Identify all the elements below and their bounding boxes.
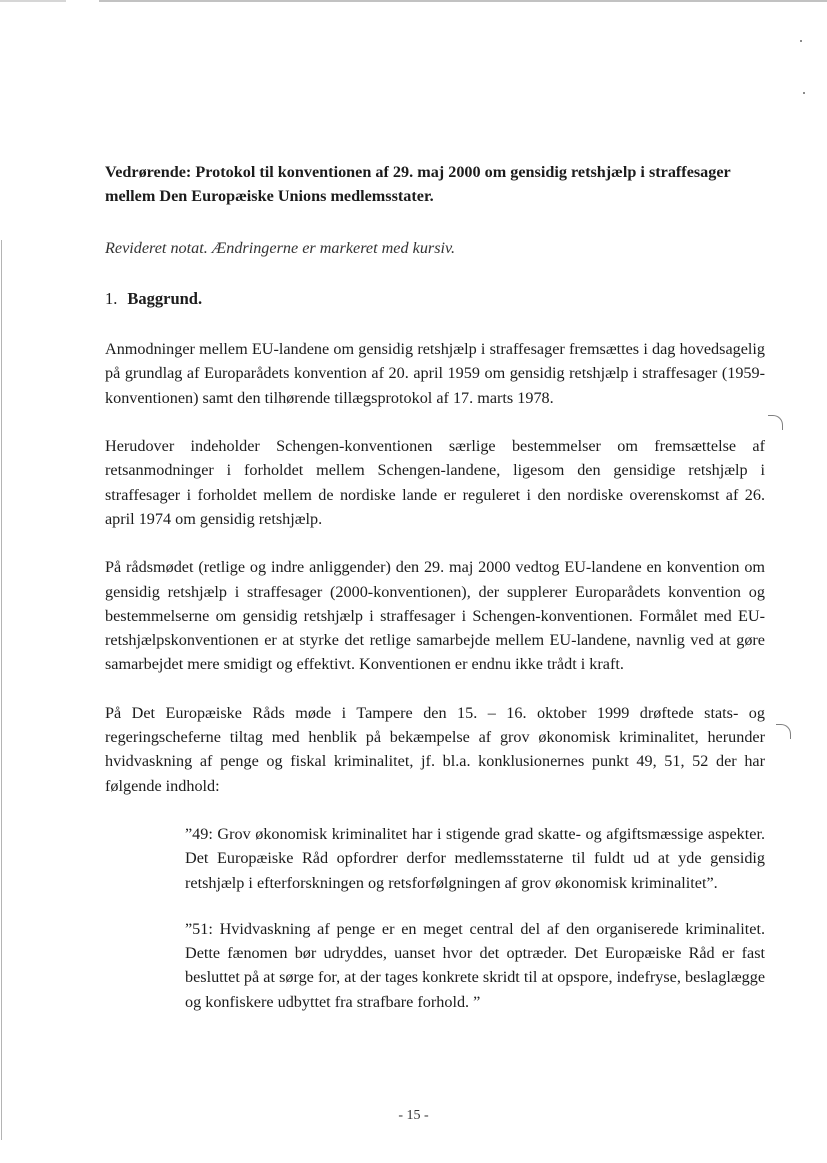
scan-speck	[803, 92, 805, 94]
scan-left-edge	[1, 240, 2, 1140]
scan-speck	[800, 40, 802, 42]
paragraph: På rådsmødet (retlige og indre anliggender) den 29. maj 2000 vedtog EU-landene en konvention om gensidig retshjælp i straffesager (2000-konventionen), der supplerer Europarådets konvention og bestemmelserne om gensidig retshjælp i straffesager i Schengen-konventionen. Formålet med EU-retshjælpskonventionen er at styrke det retlige samarbejde mellem EU-landene, navnlig ved at gøre samarbejdet mere smidigt og effektivt. Konventionen er endnu ikke trådt i kraft.	[105, 558, 765, 674]
punch-hole-mark	[776, 724, 791, 739]
scan-top-edge	[0, 0, 827, 2]
paragraph: Anmodninger mellem EU-landene om gensidig retshjælp i straffesager fremsættes i dag hovedsagelig på grundlag af Europarådets konvention af 20. april 1959 om gensidig retshjælp i straffesager (1959-konventionen) samt den tilhørende tillægsprotokol af 17. marts 1978.	[105, 340, 765, 407]
section-number: 1.	[105, 288, 118, 308]
section-title: Baggrund.	[127, 288, 203, 308]
document-body	[105, 160, 765, 1036]
paragraph: Herudover indeholder Schengen-konventionen særlige bestemmelser om fremsættelse af retsanmodninger i forholdet mellem Schengen-landene, ligesom den gensidige retshjælp i straffesager i forholdet mellem de nordiske lande er reguleret i den nordiske overenskomst af 26. april 1974 om gensidig retshjælp.	[105, 437, 765, 528]
section-heading	[105, 287, 765, 311]
punch-hole-mark	[768, 415, 783, 430]
revision-note: Revideret notat. Ændringerne er markeret med kursiv.	[105, 238, 456, 257]
block-quote: ”51: Hvidvaskning af penge er en meget central del af den organiserede kriminalitet. Dette fænomen bør udryddes, uanset hvor det optræder. Det Europæiske Råd er fast besluttet på at sørge for, at der tages konkrete skridt til at opspore, indefryse, beslaglægge og konfiskere udbyttet fra strafbare forhold. ”	[185, 919, 765, 1011]
block-quote: ”49: Grov økonomisk kriminalitet har i stigende grad skatte- og afgiftsmæssige aspekter. Det Europæiske Råd opfordrer derfor medlemsstaterne til fuldt ud at yde gensidig retshjælp i efterforskningen og retsforfølgningen af grov økonomisk kriminalitet”.	[185, 824, 765, 892]
paragraph: På Det Europæiske Råds møde i Tampere den 15. – 16. oktober 1999 drøftede stats- og regeringscheferne tiltag med henblik på bekæmpelse af grov økonomisk kriminalitet, herunder hvidvaskning af penge og fiskal kriminalitet, jf. bl.a. konklusionernes punkt 49, 51, 52 der har følgende indhold:	[105, 703, 765, 795]
page-number: - 15 -	[398, 1108, 429, 1123]
document-subject: Vedrørende: Protokol til konventionen af 29. maj 2000 om gensidig retshjælp i straffesager mellem Den Europæiske Unions medlemsstater.	[105, 163, 731, 206]
